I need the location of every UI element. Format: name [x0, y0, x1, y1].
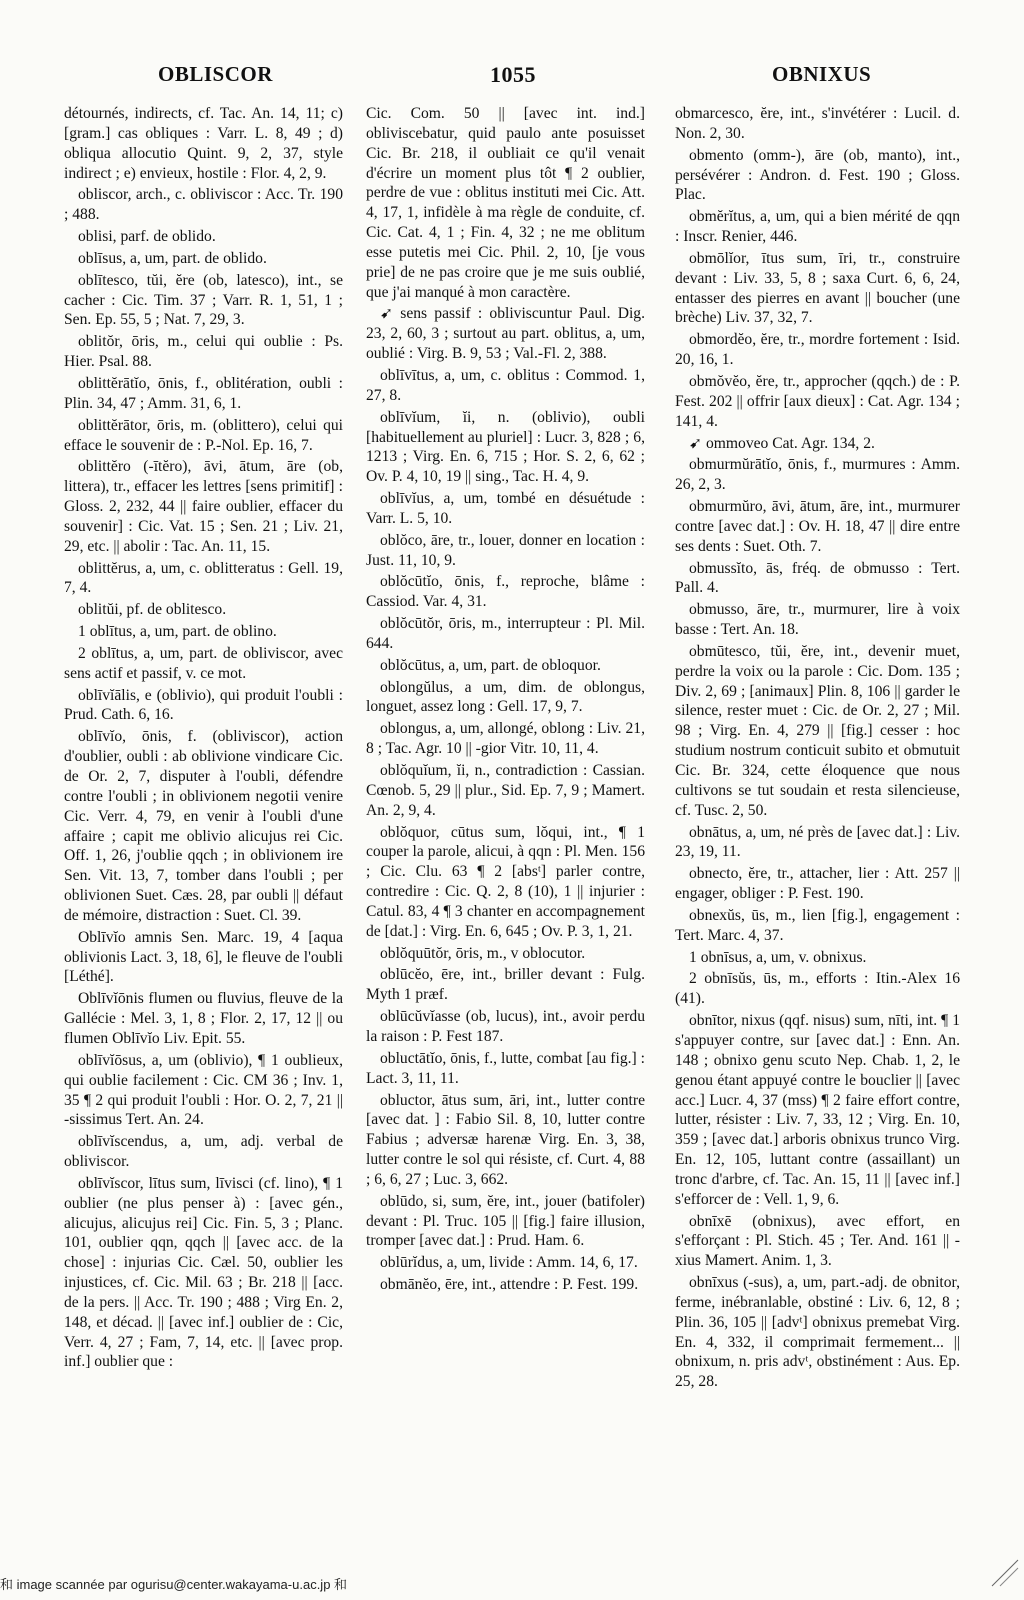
- dictionary-entry: Oblīvĭo amnis Sen. Marc. 19, 4 [aqua oblivionis Lact. 3, 18, 6], le fleuve de l'oubli [Léthé].: [64, 928, 343, 986]
- dictionary-entry: oblŏcūtĭo, ōnis, f., reproche, blâme : Cassiod. Var. 4, 31.: [366, 573, 645, 611]
- dictionary-entry: 1 oblītus, a, um, part. de oblino.: [78, 623, 277, 641]
- scan-credit-footer: 和 image scannée par ogurisu@center.wakayama-u.ac.jp 和: [0, 1577, 348, 1592]
- dictionary-entry: Oblīvĭōnis flumen ou fluvius, fleuve de la Gallécie : Mel. 3, 1, 8 ; Flor. 2, 17, 12 || ou flumen Oblīvĭo Liv. Epit. 55.: [64, 990, 343, 1047]
- dictionary-entry: oblitŭi, pf. de oblitesco.: [78, 601, 227, 619]
- dictionary-entry: obmurmŭrātĭo, ōnis, f., murmures : Amm. 26, 2, 3.: [675, 456, 960, 494]
- dictionary-entry: oblītesco, tŭi, ĕre (ob, latesco), int., se cacher : Cic. Tim. 37 ; Varr. R. 1, 51, 1 ; Sen. Ep. 55, 5 ; Nat. 7, 29, 3.: [64, 271, 343, 329]
- dictionary-entry: oblūcŭvĭasse (ob, lucus), int., avoir perdu la raison : P. Fest 187.: [366, 1008, 645, 1045]
- dictionary-entry: oblīvītus, a, um, c. oblitus : Commod. 1, 27, 8.: [366, 366, 645, 404]
- dictionary-entry: Cic. Com. 50 || [avec int. ind.] obliviscebatur, quid paulo ante posuisset Cic. Br. 218, il oubliait ce qu'il venait d'écrire un moment plus tôt ¶ 2 oublier, perdre de vue : oblitus instituti mei Cic. Att. 4, 17, 1, infidèle à ma règle de conduite, cf. Cic. Cat. 4, 1 ; Fin. 4, 32 ; ne me oblitum esse putetis mei Cic. Phil. 2, 10, [je vous prie] de ne pas croire que je me suis oublié, que j'ai manqué à mon caractère.: [366, 105, 645, 301]
- dictionary-entry: oblongus, a, um, allongé, oblong : Liv. 21, 8 ; Tac. Agr. 10 || -gior Vitr. 10, 11, 4.: [366, 720, 645, 758]
- page-header: [0, 62, 1024, 94]
- dictionary-entry: obmĕrĭtus, a, um, qui a bien mérité de qqn : Inscr. Renier, 446.: [675, 208, 960, 246]
- dictionary-entry: obnīxē (obnixus), avec effort, en s'efforçant : Pl. Stich. 45 ; Ter. And. 161 || -xius Mamert. Anim. 1, 3.: [675, 1212, 960, 1270]
- dictionary-entry: obnātus, a, um, né près de [avec dat.] : Liv. 23, 19, 11.: [675, 823, 960, 861]
- dictionary-entry: oblīsus, a, um, part. de oblido.: [78, 249, 267, 267]
- dictionary-entry: obmŏvĕo, ĕre, tr., approcher (qqch.) de : P. Fest. 202 || offrir [aux dieux] : Cat. Agr. 134 ; 141, 4.: [675, 372, 960, 430]
- dictionary-entry: oblīvĭscor, lītus sum, līvisci (cf. lino), ¶ 1 oublier (ne plus penser à) : [avec gén., alicujus, alicujus rei] Cic. Fin. 5, 3 ; Planc. 101, oublier qqn, qqch || [avec acc. de la chose] : injurias Cic. Cæl. 50, oublier les injustices, cf. Cic. Mil. 63 ; Br. 218 || [acc. de la pers. || Acc. Tr. 190 ; 488 ; Virg En. 2, 148, et décad. || [avec inf.] oublier de : Cic, Verr. 4, 27 ; Fam, 7, 14, etc. || [avec prop. inf.] oublier que :: [64, 1174, 343, 1371]
- dictionary-entry: oblŏquūtŏr, ōris, m., v oblocutor.: [380, 944, 586, 962]
- running-head-right: OBNIXUS: [772, 62, 872, 86]
- dictionary-entry: 2 obnīsŭs, ūs, m., efforts : Itin.-Alex 16 (41).: [675, 970, 960, 1008]
- dictionary-entry: oblŏcūtus, a, um, part. de obloquor.: [380, 656, 601, 674]
- dictionary-entry: oblittĕro (-ītĕro), āvi, ātum, āre (ob, littera), tr., effacer les lettres [sens primitif] : Gloss. 2, 232, 44 || faire oublier, effacer du souvenir] : Cic. Vat. 15 ; Sen. 21 ; Liv. 21, 29, etc. || abolir : Tac. An. 11, 15.: [64, 458, 343, 555]
- dictionary-entry: ➹ sens passif : obliviscuntur Paul. Dig. 23, 2, 60, 3 ; surtout au part. oblitus, a, um, oublié : Virg. B. 9, 53 ; Val.-Fl. 2, 388.: [366, 305, 645, 363]
- dictionary-entry: oblongŭlus, a um, dim. de oblongus, longuet, assez long : Gell. 17, 9, 7.: [366, 678, 645, 716]
- dictionary-entry: obluctor, ātus sum, āri, int., lutter contre [avec dat. ] : Fabio Sil. 8, 10, lutter contre Fabius ; adversæ harenæ Virg. En. 3, 38, lutter contre le sol qui résiste, cf. Curt. 4, 88 ; 6, 6, 27 ; Luc. 3, 662.: [366, 1091, 645, 1188]
- column-2: [366, 104, 645, 1522]
- dictionary-entry: obnītor, nixus (qqf. nisus) sum, nīti, int. ¶ 1 s'appuyer contre, sur [avec dat.] : Enn. An. 148 ; obnixo genu scuto Nep. Chab. 1, 2, le genou étant appuyé contre le bouclier || [avec acc.] Lucr. 4, 37 (mss) ¶ 2 faire effort contre, lutter, résister : Liv. 7, 33, 12 ; Virg. En. 10, 359 ; [avec dat.] arboris obnixus trunco Virg. En. 12, 105, luttant contre (assaillant) un tronc d'arbre, cf. Tac. An. 15, 11 || [avec inf.] s'efforcer de : Vell. 1, 9, 6.: [675, 1012, 960, 1208]
- dictionary-entry: 2 oblītus, a, um, part. de obliviscor, avec sens actif et passif, v. ce mot.: [64, 644, 343, 682]
- dictionary-entry: obnexŭs, ūs, m., lien [fig.], engagement : Tert. Marc. 4, 37.: [675, 906, 960, 944]
- dictionary-entry: ➹ ommoveo Cat. Agr. 134, 2.: [689, 434, 875, 452]
- dictionary-entry: obmurmŭro, āvi, ātum, āre, int., murmurer contre [avec dat.] : Ov. H. 18, 47 || dire entre ses dents : Suet. Oth. 7.: [675, 498, 960, 555]
- dictionary-entry: obmūtesco, tŭi, ĕre, int., devenir muet, perdre la voix ou la parole : Cic. Dom. 135 ; Div. 2, 69 ; [animaux] Plin. 8, 106 || garder le silence, rester muet : Cic. de Or. 2, 27 ; Mil. 98 ; Virg. En. 4, 279 || [fig.] cesser : hoc studium nostrum conticuit subito et obmutuit Cic. Br. 324, cette éloquence que nous cultivons se tut soudain et resta silencieuse, cf. Tusc. 2, 50.: [675, 642, 960, 819]
- dictionary-entry: oblūcĕo, ēre, int., briller devant : Fulg. Myth 1 præf.: [366, 966, 645, 1004]
- dictionary-entry: obluctātĭo, ōnis, f., lutte, combat [au fig.] : Lact. 3, 11, 11.: [366, 1049, 645, 1087]
- dictionary-entry: détournés, indirects, cf. Tac. An. 14, 11; c) [gram.] cas obliques : Varr. L. 8, 49 ; d) obliqua allocutio Quint. 9, 2, 37, style indirect ; e) envieux, hostile : Flor. 4, 2, 9.: [64, 105, 343, 182]
- column-3: [675, 104, 960, 1522]
- page-number: 1055: [490, 62, 536, 87]
- dictionary-entry: obmarcesco, ĕre, int., s'invétérer : Lucil. d. Non. 2, 30.: [675, 105, 960, 142]
- dictionary-entry: oblīvĭus, a, um, tombé en désuétude : Varr. L. 5, 10.: [366, 490, 645, 527]
- dictionary-entry: obnīxus (-sus), a, um, part.-adj. de obnitor, ferme, inébranlable, obstiné : Liv. 6, 12, 8 ; Plin. 36, 105 || [advᵗ] obnixus premebat Virg. En. 4, 332, il comprimait fermement... || obnixum, n. pris advᵗ, obstinément : Aus. Ep. 25, 28.: [675, 1274, 960, 1391]
- dictionary-entry: obmordĕo, ĕre, tr., mordre fortement : Isid. 20, 16, 1.: [675, 331, 960, 369]
- dictionary-entry: oblīvĭscendus, a, um, adj. verbal de obliviscor.: [64, 1133, 343, 1171]
- running-head-left: OBLISCOR: [158, 62, 273, 86]
- page-curl-mark: [990, 1558, 1020, 1588]
- dictionary-entry: obmussĭto, ās, fréq. de obmusso : Tert. Pall. 4.: [675, 559, 960, 597]
- dictionary-entry: obmusso, āre, tr., murmurer, lire à voix basse : Tert. An. 18.: [675, 601, 960, 639]
- dictionary-entry: oblūrĭdus, a, um, livide : Amm. 14, 6, 17.: [380, 1254, 638, 1272]
- dictionary-entry: oblŏquĭum, ĭi, n., contradiction : Cassian. Cœnob. 5, 29 || plur., Sid. Ep. 7, 9 ; Mamert. An. 2, 9, 4.: [366, 762, 645, 819]
- column-1: [64, 104, 343, 1522]
- dictionary-entry: oblŏquor, cūtus sum, lŏqui, int., ¶ 1 couper la parole, alicui, à qqn : Pl. Men. 156 ; Cic. Clu. 63 ¶ 2 [absᵗ] parler contre, contredire : Cic. Q. 2, 8 (10), 1 || injurier : Catul. 83, 4 ¶ 3 chanter en accompagnement de [dat.] : Virg. En. 6, 645 ; Ov. P. 3, 1, 21.: [366, 823, 645, 940]
- dictionary-entry: 1 obnīsus, a, um, v. obnixus.: [689, 948, 867, 966]
- dictionary-entry: obnecto, ĕre, tr., attacher, lier : Att. 257 || engager, obliger : P. Fest. 190.: [675, 865, 960, 903]
- dictionary-entry: obmānĕo, ēre, int., attendre : P. Fest. 199.: [380, 1276, 639, 1294]
- dictionary-entry: obliscor, arch., c. obliviscor : Acc. Tr. 190 ; 488.: [64, 186, 343, 224]
- dictionary-entry: oblīvĭum, ĭi, n. (oblivio), oubli [habituellement au pluriel] : Lucr. 3, 828 ; 6, 1213 ; Virg. En. 6, 715 ; Hor. S. 2, 6, 62 ; Ov. P. 4, 10, 19 || sing., Tac. H. 4, 9.: [366, 408, 645, 486]
- dictionary-entry: oblitŏr, ōris, m., celui qui oublie : Ps. Hier. Psal. 88.: [64, 333, 343, 371]
- dictionary-entry: obmōlĭor, ītus sum, īri, tr., construire devant : Liv. 33, 5, 8 ; saxa Curt. 6, 6, 24, entasser des pierres en avant || boucher (une brèche) Liv. 37, 32, 7.: [675, 249, 960, 327]
- dictionary-entry: oblūdo, si, sum, ĕre, int., jouer (batifoler) devant : Pl. Truc. 105 || [fig.] faire illusion, tromper [avec dat.] : Prud. Ham. 6.: [366, 1192, 645, 1250]
- dictionary-entry: oblīvĭālis, e (oblivio), qui produit l'oubli : Prud. Cath. 6, 16.: [64, 686, 343, 724]
- dictionary-entry: oblittĕrus, a, um, c. oblitteratus : Gell. 19, 7, 4.: [64, 559, 343, 597]
- dictionary-entry: oblŏcūtŏr, ōris, m., interrupteur : Pl. Mil. 644.: [366, 615, 645, 652]
- dictionary-entry: oblisi, parf. de oblido.: [78, 228, 216, 246]
- dictionary-entry: oblīvĭōsus, a, um (oblivio), ¶ 1 oublieux, qui oublie facilement : Cic. CM 36 ; Inv. 1, 35 ¶ 2 qui produit l'oubli : Hor. O. 2, 7, 21 || -sissimus Tert. An. 24.: [64, 1051, 343, 1129]
- dictionary-entry: oblittĕrātor, ōris, m. (oblittero), celui qui efface le souvenir de : P.-Nol. Ep. 16, 7.: [64, 416, 343, 454]
- dictionary-entry: oblittĕrātĭo, ōnis, f., oblitération, oubli : Plin. 34, 47 ; Amm. 31, 6, 1.: [64, 374, 343, 412]
- dictionary-entry: oblīvĭo, ōnis, f. (obliviscor), action d'oublier, oubli : ab oblivione vindicare Cic. de Or. 2, 7, disputer à l'oubli, défendre contre l'oubli ; in oblivionem negotii venire Cic. Verr. 4, 79, en venir à l'oubli d'une affaire ; capit me oblivio alicujus rei Cic. Off. 1, 26, j'oublie qqch ; in oblivionem ire Sen. Vit. 13, 7, tomber dans l'oubli ; per oblivionen Suet. Cæs. 28, par oubli || défaut de mémoire, distraction : Suet. Cl. 39.: [64, 728, 343, 924]
- dictionary-entry: obmento (omm-), āre (ob, manto), int., persévérer : Andron. d. Fest. 190 ; Gloss. Plac.: [675, 146, 960, 204]
- dictionary-entry: oblŏco, āre, tr., louer, donner en location : Just. 11, 10, 9.: [366, 531, 645, 569]
